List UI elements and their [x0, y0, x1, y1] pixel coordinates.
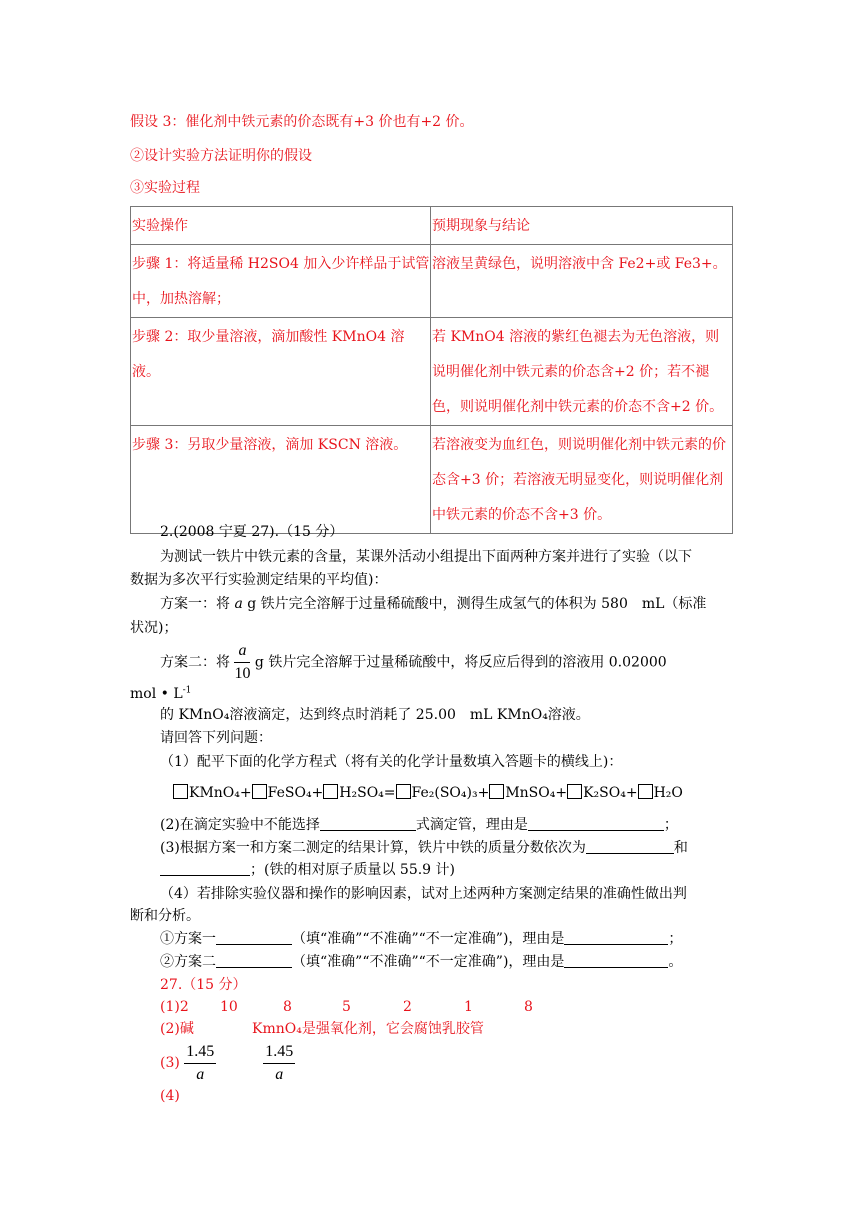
ask-line: 请回答下列问题： [160, 730, 272, 746]
q2-line: (2)在滴定实验中不能选择 式滴定管，理由是 ； [160, 817, 678, 833]
header-operation: 实验操作 [131, 207, 431, 245]
header-result: 预期现象与结论 [431, 207, 733, 245]
row-3-result: 若溶液变为血红色，则说明催化剂中铁元素的价态含+3 价；若溶液无明显变化，则说明催化剂中铁元素的价态不含+3 价。 [431, 426, 733, 534]
fraction-1-45-over-a: $\frac{1.45}{a}$ [186, 1042, 215, 1083]
q4-line-2: 断和分析。 [130, 908, 200, 924]
answer-title: 27.（15 分） [160, 977, 247, 993]
coef-box [173, 784, 188, 799]
answer-blank[interactable] [528, 816, 664, 831]
answer-blank[interactable] [216, 930, 292, 945]
fraction-1-45-over-a: $\frac{1.45}{a}$ [265, 1042, 294, 1083]
table-row [131, 426, 733, 534]
answer-2-reason: KmnO₄是强氧化剂，它会腐蚀乳胶管 [252, 1021, 484, 1037]
coef-box [323, 784, 338, 799]
q4-plan-1: ①方案一 （填“准确”“不准确”“不一定准确”)，理由是 ； [160, 931, 683, 947]
plan-2-line-3: 的 KMnO₄溶液滴定，达到终点时消耗了 25.00 mL KMnO₄溶液。 [160, 707, 590, 723]
table-row [131, 245, 733, 318]
answer-blank[interactable] [564, 953, 668, 968]
answer-blank[interactable] [160, 861, 250, 876]
plan-1-line: 方案一：将 a g 铁片完全溶解于过量稀硫酸中，测得生成氢气的体积为 580 mL（标准 [160, 596, 707, 612]
equation: KMnO₄+ FeSO₄+ H₂SO₄= Fe₂(SO₄)₃+ MnSO₄+ K₂SO₄+ H₂O [173, 783, 683, 803]
intro-line-1: 为测试一铁片中铁元素的含量，某课外活动小组提出下面两种方案并进行了实验（以下 [160, 549, 692, 565]
intro-line-2: 数据为多次平行实验测定结果的平均值)： [130, 572, 388, 588]
q4-line-1: （4）若排除实验仪器和操作的影响因素，试对上述两种方案测定结果的准确性做出判 [160, 886, 687, 902]
coef-box [567, 784, 582, 799]
row-2-result: 若 KMnO4 溶液的紫红色褪去为无色溶液，则说明催化剂中铁元素的价态含+2 价；若不褪色，则说明催化剂中铁元素的价态不含+2 价。 [431, 318, 733, 426]
coef-value: 10 [220, 999, 238, 1015]
coef-value: 5 [342, 999, 351, 1015]
table-row [131, 318, 733, 426]
row-3-operation: 步骤 3：另取少量溶液，滴加 KSCN 溶液。 [131, 426, 431, 534]
fraction-a-over-10: $\frac{a}{10}$ [234, 642, 251, 682]
answer-1: (1)2 10 8 5 2 1 8 [160, 999, 533, 1015]
coef-box [638, 784, 653, 799]
row-1-result: 溶液呈黄绿色，说明溶液中含 Fe2+或 Fe3+。 [431, 245, 733, 318]
row-1-operation: 步骤 1：将适量稀 H2SO4 加入少许样品于试管中，加热溶解； [131, 245, 431, 318]
experiment-table [130, 206, 733, 534]
coef-value: 2 [403, 999, 412, 1015]
answer-blank[interactable] [320, 816, 416, 831]
answer-blank[interactable] [586, 839, 674, 854]
coef-box [489, 784, 504, 799]
answer-blank[interactable] [216, 953, 292, 968]
answer-2-label: (2)碱 [160, 1021, 194, 1037]
answer-3: (3) $\frac{1.45}{a}$ $\frac{1.45}{a}$ [160, 1040, 295, 1086]
plan-2-unit: mol • $L^{-1}$ [130, 685, 192, 702]
q4-plan-2: ②方案二 （填“准确”“不准确”“不一定准确”)，理由是 。 [160, 954, 683, 970]
answer-blank[interactable] [564, 930, 668, 945]
process-heading: ③实验过程 [130, 180, 200, 196]
q3-line-2: ；(铁的相对原子质量以 55.9 计) [160, 860, 455, 880]
hypothesis-3: 假设 3：催化剂中铁元素的价态既有+3 价也有+2 价。 [130, 114, 474, 130]
coef-value: 8 [283, 999, 292, 1015]
plan-2-line: 方案二：将 $\frac{a}{10}$ g 铁片完全溶解于过量稀硫酸中，将反应后得到的溶液用 0.02000 [160, 640, 667, 685]
coef-box [252, 784, 267, 799]
coef-box [396, 784, 411, 799]
q3-line: (3)根据方案一和方案二测定的结果计算，铁片中铁的质量分数依次为 和 [160, 840, 688, 856]
row-2-operation: 步骤 2：取少量溶液，滴加酸性 KMnO4 溶液。 [131, 318, 431, 426]
q1-line: （1）配平下面的化学方程式（将有关的化学计量数填入答题卡的横线上)： [160, 754, 623, 770]
question-title: 2.(2008 宁夏 27).（15 分） [160, 524, 344, 540]
variable-a: a [234, 596, 243, 612]
plan-1-line-2: 状况)； [130, 620, 178, 636]
table-header-row [131, 207, 733, 245]
answer-4-label: (4) [160, 1088, 180, 1104]
design-heading: ②设计实验方法证明你的假设 [130, 148, 312, 164]
coef-value: 1 [464, 999, 473, 1015]
coef-value: 8 [524, 999, 533, 1015]
